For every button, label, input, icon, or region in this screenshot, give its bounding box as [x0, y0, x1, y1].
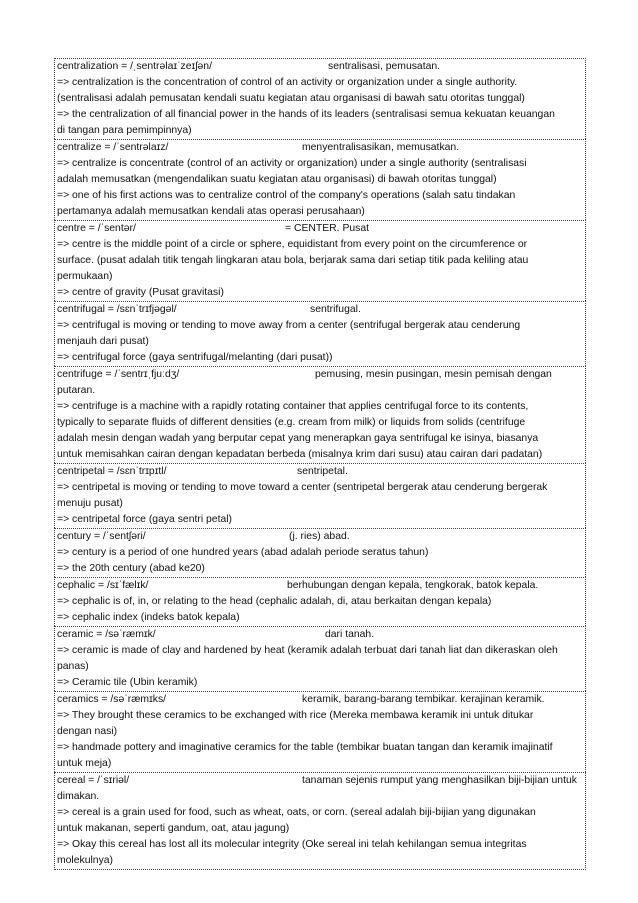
entry-translation: sentralisasi, pemusatan. [328, 61, 441, 72]
entry-text-line: => Ceramic tile (Ubin keramik) [57, 677, 198, 688]
entry-text-line: => Okay this cereal has lost all its molecular integrity (Oke sereal ini telah kehilangan semua integritas [57, 839, 527, 850]
entry-header [57, 367, 583, 383]
entry-text-line: typically to separate fluids of different densities (e.g. cream from milk) or liquids from solids (centrifuge [57, 417, 526, 428]
entry-translation: menyentralisasikan, memusatkan. [302, 142, 460, 153]
entry-text-line: => centrifugal is moving or tending to move away from a center (sentrifugal bergerak atau cenderung [57, 320, 521, 331]
entry-text-line: => centre of gravity (Pusat gravitasi) [57, 287, 224, 298]
entry-term: cereal = /ˈsɪriəl/ [57, 775, 130, 786]
entry-text-line: => cereal is a grain used for food, such as wheat, oats, or corn. (sereal adalah biji-bijian yang digunakan [57, 807, 536, 818]
entry-text-line: menuju pusat) [57, 498, 123, 509]
entry-text-line: => centripetal is moving or tending to move toward a center (sentripetal bergerak atau cenderung bergerak [57, 482, 548, 493]
entry-term: centrifugal = /sɛnˈtrɪfjəgəl/ [57, 304, 177, 315]
entry-header [57, 221, 583, 237]
dictionary-entry [54, 772, 586, 870]
entry-translation: pemusing, mesin pusingan, mesin pemisah dengan [315, 369, 552, 380]
entry-term: centripetal = /sɛnˈtrɪpɪtl/ [57, 466, 167, 477]
entry-translation: keramik, barang-barang tembikar. kerajinan keramik. [302, 694, 545, 705]
entry-header [57, 464, 583, 480]
dictionary-entry [54, 463, 586, 528]
entry-text-line: => centralization is the concentration of control of an activity or organization under a single authority. [57, 77, 518, 88]
entry-translation: tanaman sejenis rumput yang menghasilkan biji-bijian untuk [302, 775, 577, 786]
entry-text-line: => one of his first actions was to centralize control of the company's operations (salah satu tindakan [57, 190, 516, 201]
entry-text-line: => centralize is concentrate (control of an activity or organization) under a single authority (sentralisasi [57, 158, 527, 169]
entry-header [57, 578, 583, 594]
dictionary-entry [54, 58, 586, 139]
entry-text-line: => handmade pottery and imaginative ceramics for the table (tembikar buatan tangan dan keramik imajinatif [57, 742, 553, 753]
entry-header [57, 773, 583, 789]
entry-translation: sentrifugal. [310, 304, 361, 315]
entry-text-line: dengan nasi) [57, 726, 118, 737]
entry-translation: (j. ries) abad. [289, 531, 350, 542]
entry-term: centralize = /ˈsentrəlaɪz/ [57, 142, 169, 153]
entry-text-line: menjauh dari pusat) [57, 336, 149, 347]
dictionary-entry [54, 626, 586, 691]
dictionary-entry [54, 139, 586, 220]
entry-text-line: untuk memisahkan cairan dengan kepadatan berbeda (misalnya krim dari susu) atau cairan dari padatan) [57, 449, 543, 460]
dictionary-document [54, 58, 586, 870]
entry-header [57, 140, 583, 156]
entry-translation: berhubungan dengan kepala, tengkorak, batok kepala. [287, 580, 539, 591]
entry-text-line: pertamanya adalah memusatkan kendali atas operasi perusahaan) [57, 206, 365, 217]
entry-text-line: => They brought these ceramics to be exchanged with rice (Mereka membawa keramik ini untuk ditukar [57, 710, 534, 721]
entry-text-line: adalah memusatkan (mengendalikan suatu kegiatan atau organisasi) di bawah otoritas tunggal) [57, 174, 497, 185]
entry-term: century = /ˈsentʃəri/ [57, 531, 146, 542]
entry-header [57, 627, 583, 643]
entry-text-line: => cephalic index (indeks batok kepala) [57, 612, 240, 623]
entry-translation: dari tanah. [325, 629, 375, 640]
dictionary-entry [54, 528, 586, 577]
entry-text-line: => the centralization of all financial power in the hands of its leaders (sentralisasi semua kekuatan keuangan [57, 109, 555, 120]
entry-text-line: => ceramic is made of clay and hardened by heat (keramik adalah terbuat dari tanah liat dan dikeraskan oleh [57, 645, 558, 656]
dictionary-entry [54, 366, 586, 463]
entry-text-line: dimakan. [57, 791, 100, 802]
entry-header [57, 59, 583, 75]
entry-text-line: => centripetal force (gaya sentri petal) [57, 514, 233, 525]
entry-text-line: => the 20th century (abad ke20) [57, 563, 205, 574]
dictionary-entry [54, 220, 586, 301]
entry-text-line: untuk meja) [57, 758, 112, 769]
entry-text-line: => centre is the middle point of a circle or sphere, equidistant from every point on the circumference or [57, 239, 528, 250]
entry-text-line: => century is a period of one hundred years (abad adalah periode seratus tahun) [57, 547, 429, 558]
entry-term: centralization = /ˌsentrəlaɪˈzeɪʃən/ [57, 61, 212, 72]
entry-translation: sentripetal. [297, 466, 348, 477]
entry-term: cephalic = /sɪˈfælɪk/ [57, 580, 149, 591]
entry-text-line: surface. (pusat adalah titik tengah lingkaran atau bola, berjarak sama dari setiap titik pada keliling atau [57, 255, 529, 266]
entry-text-line: panas) [57, 661, 89, 672]
dictionary-entry [54, 577, 586, 626]
entry-term: ceramics = /səˈræmɪks/ [57, 694, 167, 705]
dictionary-entry [54, 301, 586, 366]
entry-text-line: permukaan) [57, 271, 113, 282]
entry-text-line: => cephalic is of, in, or relating to the head (cephalic adalah, di, atau berkaitan dengan kepala) [57, 596, 492, 607]
entry-text-line: molekulnya) [57, 855, 114, 866]
entry-translation: = CENTER. Pusat [285, 223, 370, 234]
entry-text-line: di tangan para pemimpinnya) [57, 125, 192, 136]
entry-text-line: putaran. [57, 385, 96, 396]
entry-header [57, 302, 583, 318]
dictionary-entry [54, 691, 586, 772]
entry-header [57, 692, 583, 708]
entry-term: centre = /ˈsentər/ [57, 223, 136, 234]
entry-text-line: (sentralisasi adalah pemusatan kendali suatu kegiatan atau organisasi di bawah satu otoritas tunggal) [57, 93, 525, 104]
entry-text-line: untuk makanan, seperti gandum, oat, atau jagung) [57, 823, 290, 834]
entry-text-line: => centrifugal force (gaya sentrifugal/melanting (dari pusat)) [57, 352, 333, 363]
entry-term: centrifuge = /ˈsentrɪˌfjuːdʒ/ [57, 369, 180, 380]
entry-header [57, 529, 583, 545]
entry-text-line: => centrifuge is a machine with a rapidly rotating container that applies centrifugal force to its contents, [57, 401, 529, 412]
entry-term: ceramic = /səˈræmɪk/ [57, 629, 156, 640]
entry-text-line: adalah mesin dengan wadah yang berputar cepat yang menerapkan gaya sentrifugal ke isinya, biasanya [57, 433, 539, 444]
